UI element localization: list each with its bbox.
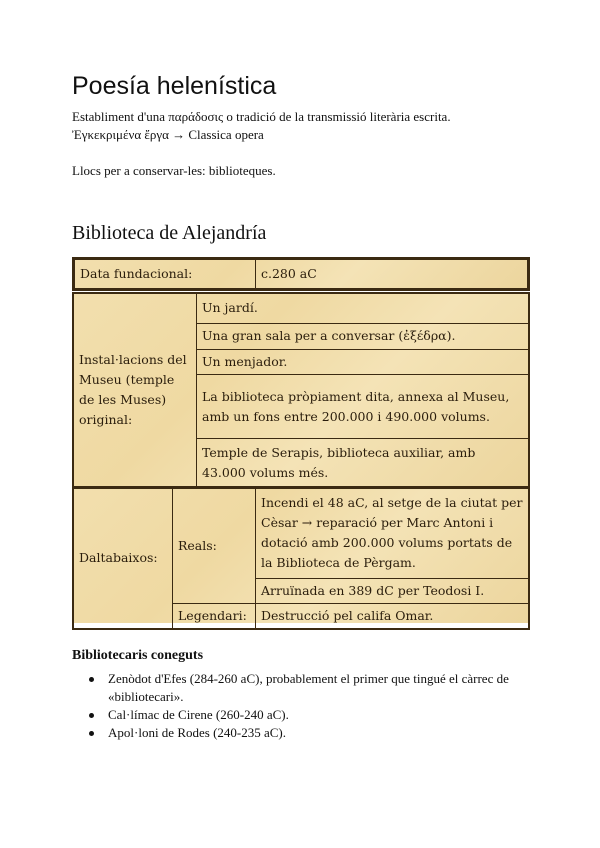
installation-item: Un menjador. bbox=[197, 349, 530, 374]
real-item: Arruïnada en 389 dC per Teodosi I. bbox=[256, 578, 530, 603]
bullet-icon bbox=[89, 677, 94, 682]
installations-table bbox=[72, 292, 530, 488]
founding-label: Data fundacional: bbox=[75, 260, 256, 289]
list-item bbox=[108, 706, 542, 724]
installation-item: Una gran sala per a conversar (ἐξέδρα). bbox=[197, 323, 530, 349]
setbacks-label: Daltabaixos: bbox=[73, 488, 173, 629]
section-title: Biblioteca de Alejandría bbox=[72, 222, 267, 244]
bullet-icon bbox=[89, 713, 94, 718]
librarian-text: Cal·límac de Cirene (260-240 aC). bbox=[108, 707, 289, 722]
setbacks-table bbox=[72, 487, 530, 623]
founding-table bbox=[72, 257, 530, 291]
legendary-label: Legendari: bbox=[173, 603, 256, 629]
bullet-icon bbox=[89, 731, 94, 736]
installations-label: Instal·lacions del Museu (temple de les Muses) original: bbox=[73, 293, 197, 487]
librarians-list bbox=[72, 670, 542, 742]
real-item: Incendi el 48 aC, al setge de la ciutat per Cèsar → reparació per Marc Antoni i dotació amb 200.000 volums portats de la Biblioteca de Pèrgam. bbox=[256, 488, 530, 578]
intro-text bbox=[72, 108, 452, 180]
installation-item: La biblioteca pròpiament dita, annexa al Museu, amb un fons entre 200.000 i 490.000 volums. bbox=[197, 374, 530, 438]
librarians-title: Bibliotecaris coneguts bbox=[72, 648, 204, 663]
intro-line-libraries: Llocs per a conservar-les: biblioteques. bbox=[72, 163, 276, 178]
page-title: Poesía helenística bbox=[72, 72, 277, 100]
list-item bbox=[108, 670, 542, 706]
installation-item: Un jardí. bbox=[197, 293, 530, 323]
founding-value: c.280 aC bbox=[256, 260, 528, 289]
legendary-item: Destrucció pel califa Omar. bbox=[256, 603, 530, 629]
librarian-text: Zenòdot d'Efes (284-260 aC), probablement el primer que tingué el càrrec de «bibliotecari». bbox=[108, 671, 509, 704]
installation-item: Temple de Serapis, biblioteca auxiliar, amb 43.000 volums més. bbox=[197, 439, 530, 487]
intro-line-tradition: Establiment d'una παράδοσις o tradició de la transmissió literària escrita. bbox=[72, 109, 451, 124]
intro-line-classica: Ἐγκεκριμένα ἔργα → Classica opera bbox=[72, 127, 264, 142]
real-label: Reals: bbox=[173, 488, 256, 603]
list-item bbox=[108, 724, 542, 742]
librarian-text: Apol·loni de Rodes (240-235 aC). bbox=[108, 725, 287, 740]
